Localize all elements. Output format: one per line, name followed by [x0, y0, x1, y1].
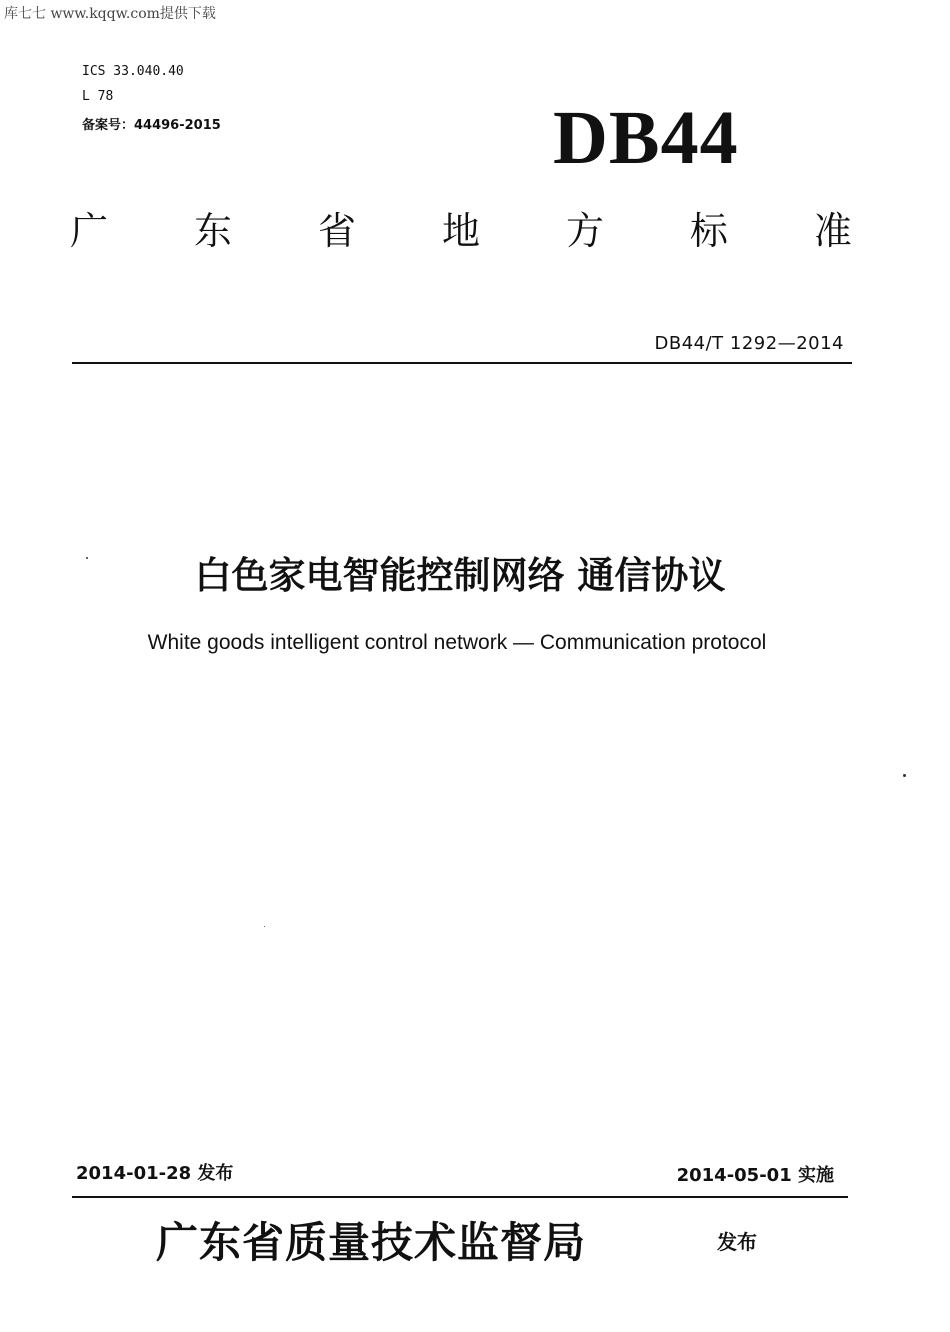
standard-type-char: 标 [689, 209, 728, 253]
issuing-label: 发布 [717, 1230, 757, 1254]
standard-number: DB44/T 1292—2014 [654, 333, 844, 354]
implementation-date: 2014-05-01 实施 [676, 1165, 834, 1186]
document-title-english: White goods intelligent control network — Communication protocol [147, 631, 767, 654]
ccs-code: L 78 [82, 89, 114, 104]
watermark-text: 库七七 www.kqqw.com提供下载 [4, 6, 216, 22]
document-title-chinese: 白色家电智能控制网络 通信协议 [194, 554, 726, 597]
standard-type-char: 地 [441, 209, 480, 253]
standard-type-char: 省 [317, 209, 356, 253]
standard-type-char: 东 [193, 209, 232, 253]
scan-speck [86, 557, 88, 559]
scan-speck [264, 926, 265, 927]
header-divider [72, 362, 852, 364]
scan-speck [903, 774, 906, 777]
issue-date: 2014-01-28 发布 [76, 1163, 234, 1184]
issuing-authority: 广东省质量技术监督局 [156, 1218, 587, 1267]
standard-type-heading [70, 209, 852, 253]
ics-code: ICS 33.040.40 [82, 64, 184, 79]
standard-type-char: 方 [565, 209, 604, 253]
db-code-logo: DB44 [553, 96, 739, 180]
standard-type-char: 准 [813, 209, 852, 253]
standard-type-char: 广 [70, 209, 109, 253]
footer-divider [72, 1196, 848, 1198]
filing-number: 备案号：44496-2015 [82, 118, 221, 133]
